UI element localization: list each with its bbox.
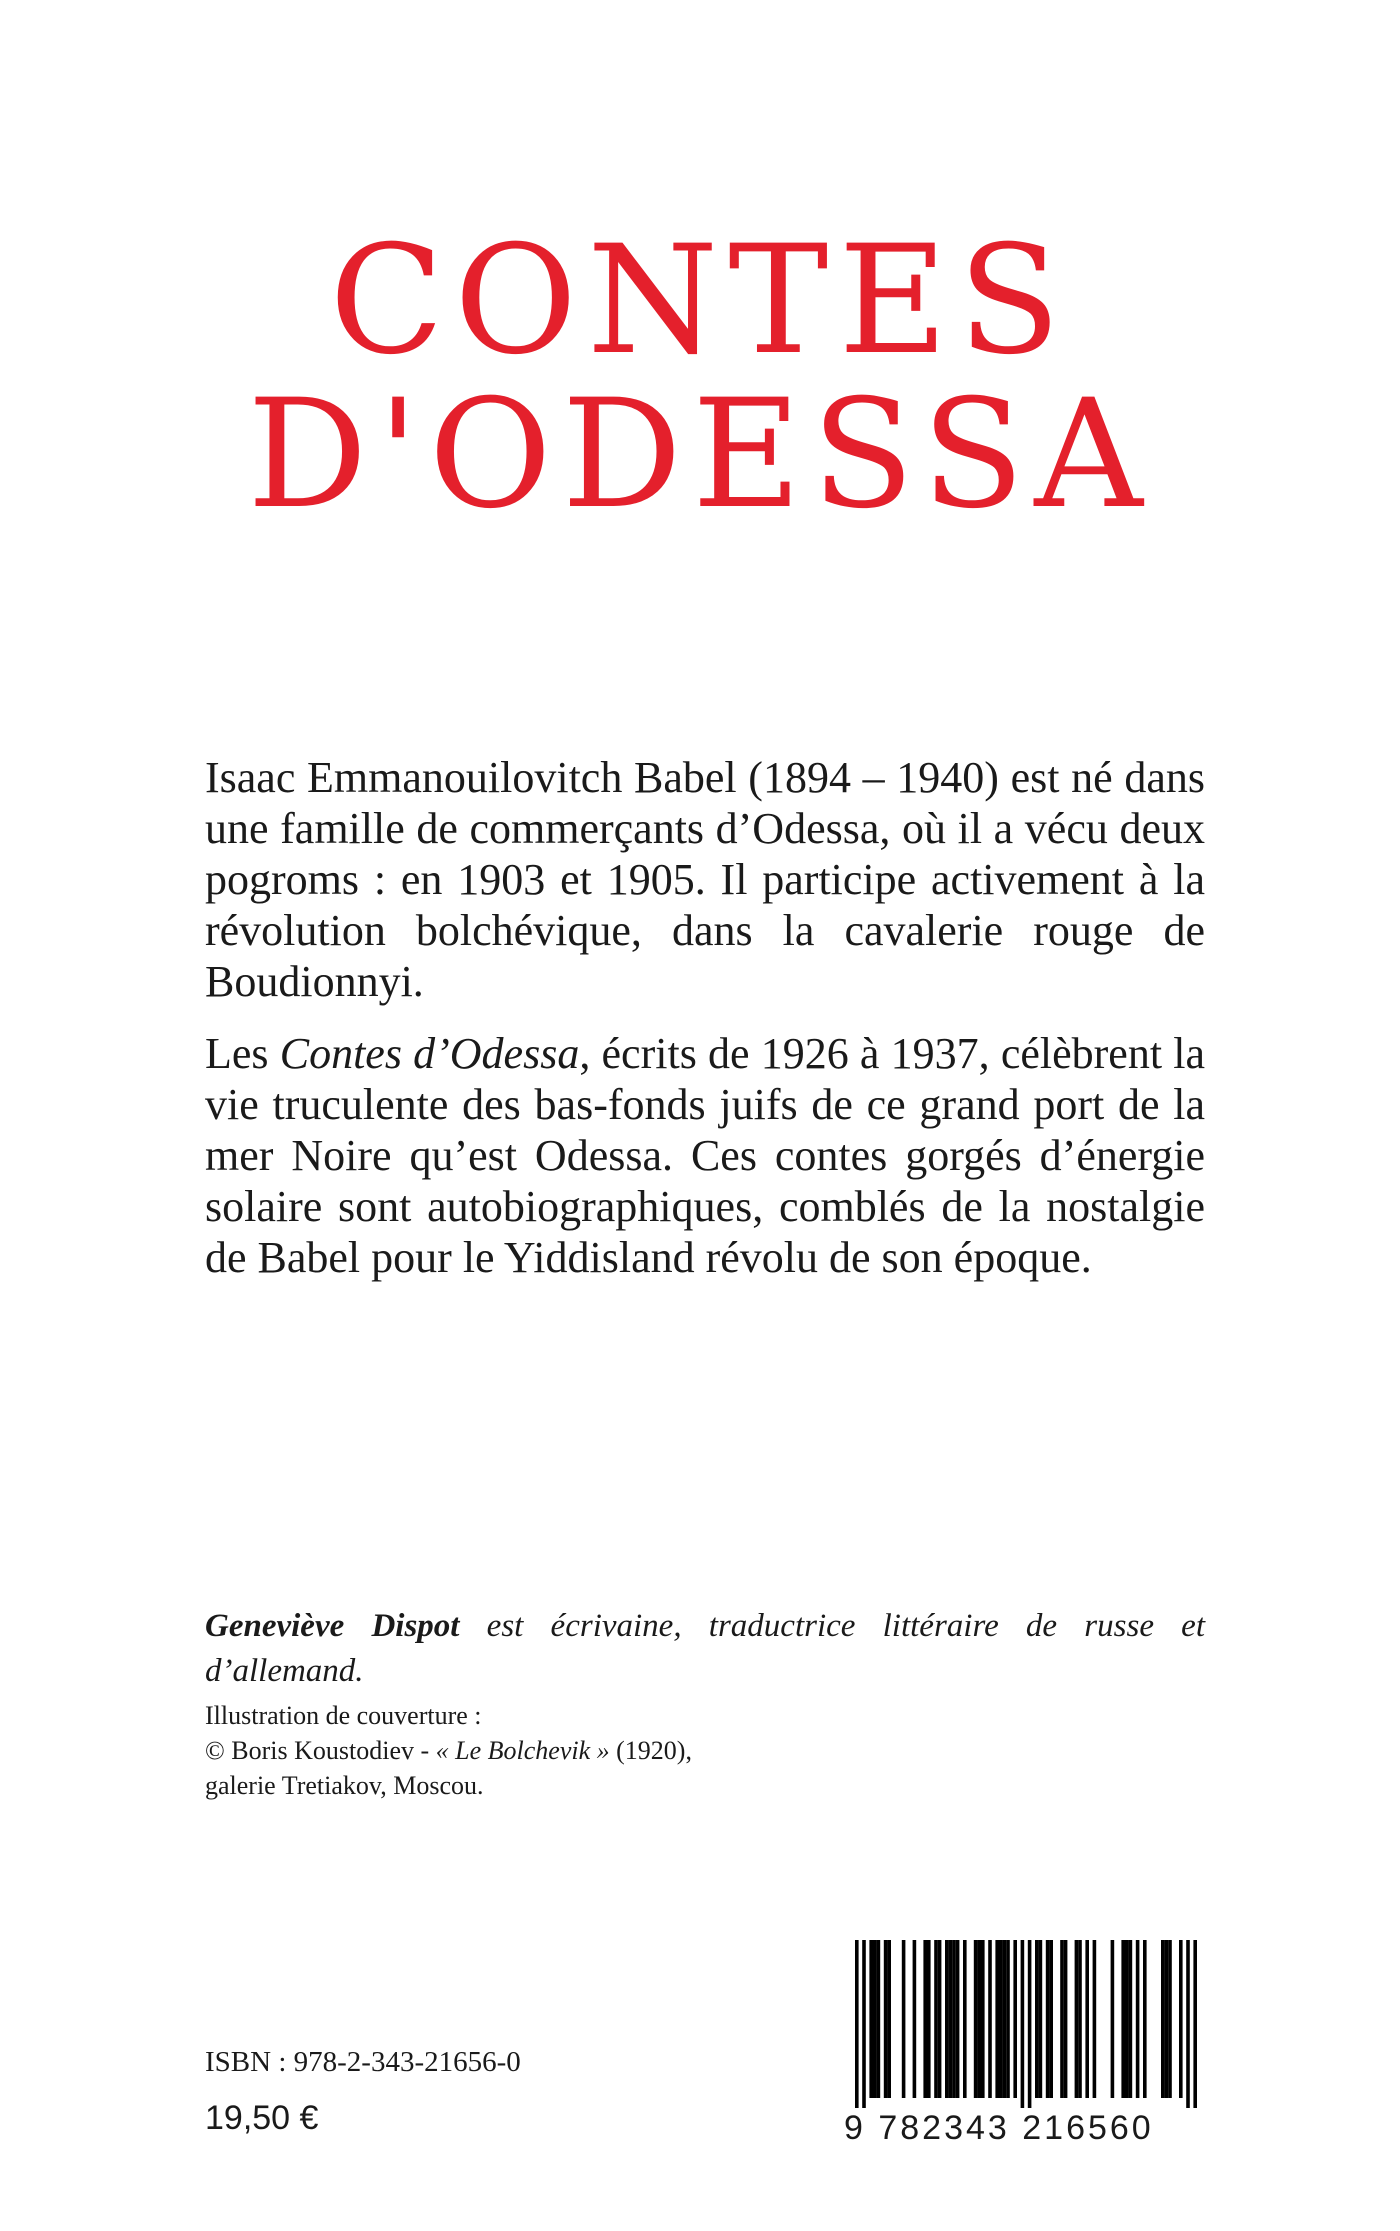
blurb-text: , écrits de 1926 à 1937, célèbrent la vie truculente des bas-fonds juifs de ce grand port de la mer Noire qu’est Odessa. Ces contes gorgés d’énergie solaire sont autobiographiques, comblés de la nostalgie de Babel pour le Yiddisland révolu de son époque.	[205, 1029, 1205, 1282]
book-title-line-2: D'ODESSA	[247, 368, 1153, 542]
barcode-bar	[1085, 1940, 1089, 2098]
barcode-bar	[902, 1940, 906, 2098]
barcode-bar	[1093, 1940, 1097, 2098]
barcode-bar	[977, 1940, 981, 2098]
barcode-bars	[844, 1936, 1218, 2108]
book-title-line-1: CONTES	[329, 214, 1071, 388]
barcode-bar	[887, 1940, 891, 2098]
barcode-bar	[1013, 1940, 1017, 2098]
credit-artist-name: © Boris Koustodiev -	[205, 1736, 436, 1765]
blurb-paragraph-book	[205, 1028, 1205, 1283]
barcode-bar	[1003, 1940, 1007, 2098]
barcode-bar	[1028, 1940, 1032, 2108]
barcode-bar	[877, 1940, 881, 2098]
barcode-bar	[884, 1940, 888, 2098]
blurb-prefix: Les	[205, 1029, 280, 1078]
barcode-bar	[956, 1940, 960, 2098]
barcode-bar	[1021, 1940, 1025, 2108]
barcode-bar	[1035, 1940, 1039, 2098]
barcode-bar	[869, 1940, 873, 2098]
barcode-bar	[1168, 1940, 1172, 2098]
blurb-paragraph-author: Isaac Emmanouilovitch Babel (1894 – 1940) est né dans une famille de commerçants d’Odessa, où il a vécu deux pogroms : en 1903 et 1905. Il participe activement à la révolution bolchévique, dans la cavalerie rouge de Boudionnyi.	[205, 753, 1205, 1006]
barcode-bar	[1064, 1940, 1068, 2098]
barcode	[844, 1936, 1218, 2108]
barcode-bar	[1186, 1940, 1190, 2108]
credit-work-title: « Le Bolchevik »	[435, 1736, 610, 1765]
barcode-bar	[1060, 1940, 1064, 2098]
barcode-bar	[1143, 1940, 1147, 2098]
translator-description: est écrivaine, traductrice littéraire de russe et d’allemand.	[205, 1608, 1205, 1689]
barcode-bar	[1125, 1940, 1129, 2098]
barcode-bar	[873, 1940, 877, 2098]
barcode-bar	[1193, 1940, 1197, 2108]
barcode-bar	[1136, 1940, 1140, 2098]
barcode-bar	[938, 1940, 942, 2098]
barcode-bar	[949, 1940, 953, 2098]
barcode-bar	[923, 1940, 927, 2098]
barcode-bar	[1129, 1940, 1133, 2098]
credit-artist	[205, 1733, 765, 1768]
barcode-bar	[995, 1940, 999, 2098]
translator-note	[205, 1604, 1205, 1694]
credit-heading: Illustration de couverture :	[205, 1701, 482, 1730]
barcode-bar	[862, 1940, 866, 2108]
barcode-digits: 9 782343 216560	[844, 2109, 1154, 2147]
barcode-bar	[1075, 1940, 1079, 2098]
barcode-bar	[1039, 1940, 1043, 2098]
barcode-bar	[1049, 1940, 1053, 2098]
barcode-bar	[855, 1940, 859, 2108]
barcode-bar	[1165, 1940, 1169, 2098]
barcode-bar	[988, 1940, 992, 2098]
barcode-bar	[1046, 1940, 1050, 2098]
barcode-bar	[913, 1940, 917, 2098]
barcode-bar	[999, 1940, 1003, 2098]
blurb	[205, 752, 1205, 1304]
credit-collection: galerie Tretiakov, Moscou.	[205, 1771, 484, 1800]
barcode-bar	[1078, 1940, 1082, 2098]
barcode-bar	[963, 1940, 967, 2098]
barcode-bar	[1006, 1940, 1010, 2098]
barcode-bar	[1179, 1940, 1183, 2098]
barcode-bar	[927, 1940, 931, 2098]
isbn: ISBN : 978-2-343-21656-0	[205, 2046, 521, 2078]
credit-year: (1920),	[609, 1736, 692, 1765]
barcode-bar	[974, 1940, 978, 2098]
barcode-bar	[1161, 1940, 1165, 2098]
barcode-bar	[934, 1940, 938, 2098]
translator-name: Geneviève Dispot	[205, 1608, 460, 1644]
price: 19,50 €	[205, 2099, 319, 2137]
blurb-book-title: Contes d’Odessa	[279, 1029, 580, 1078]
barcode-bar	[981, 1940, 985, 2098]
barcode-bar	[1111, 1940, 1115, 2098]
barcode-bar	[1121, 1940, 1125, 2098]
barcode-bar	[952, 1940, 956, 2098]
barcode-bar	[945, 1940, 949, 2098]
illustration-credit	[205, 1698, 765, 1803]
